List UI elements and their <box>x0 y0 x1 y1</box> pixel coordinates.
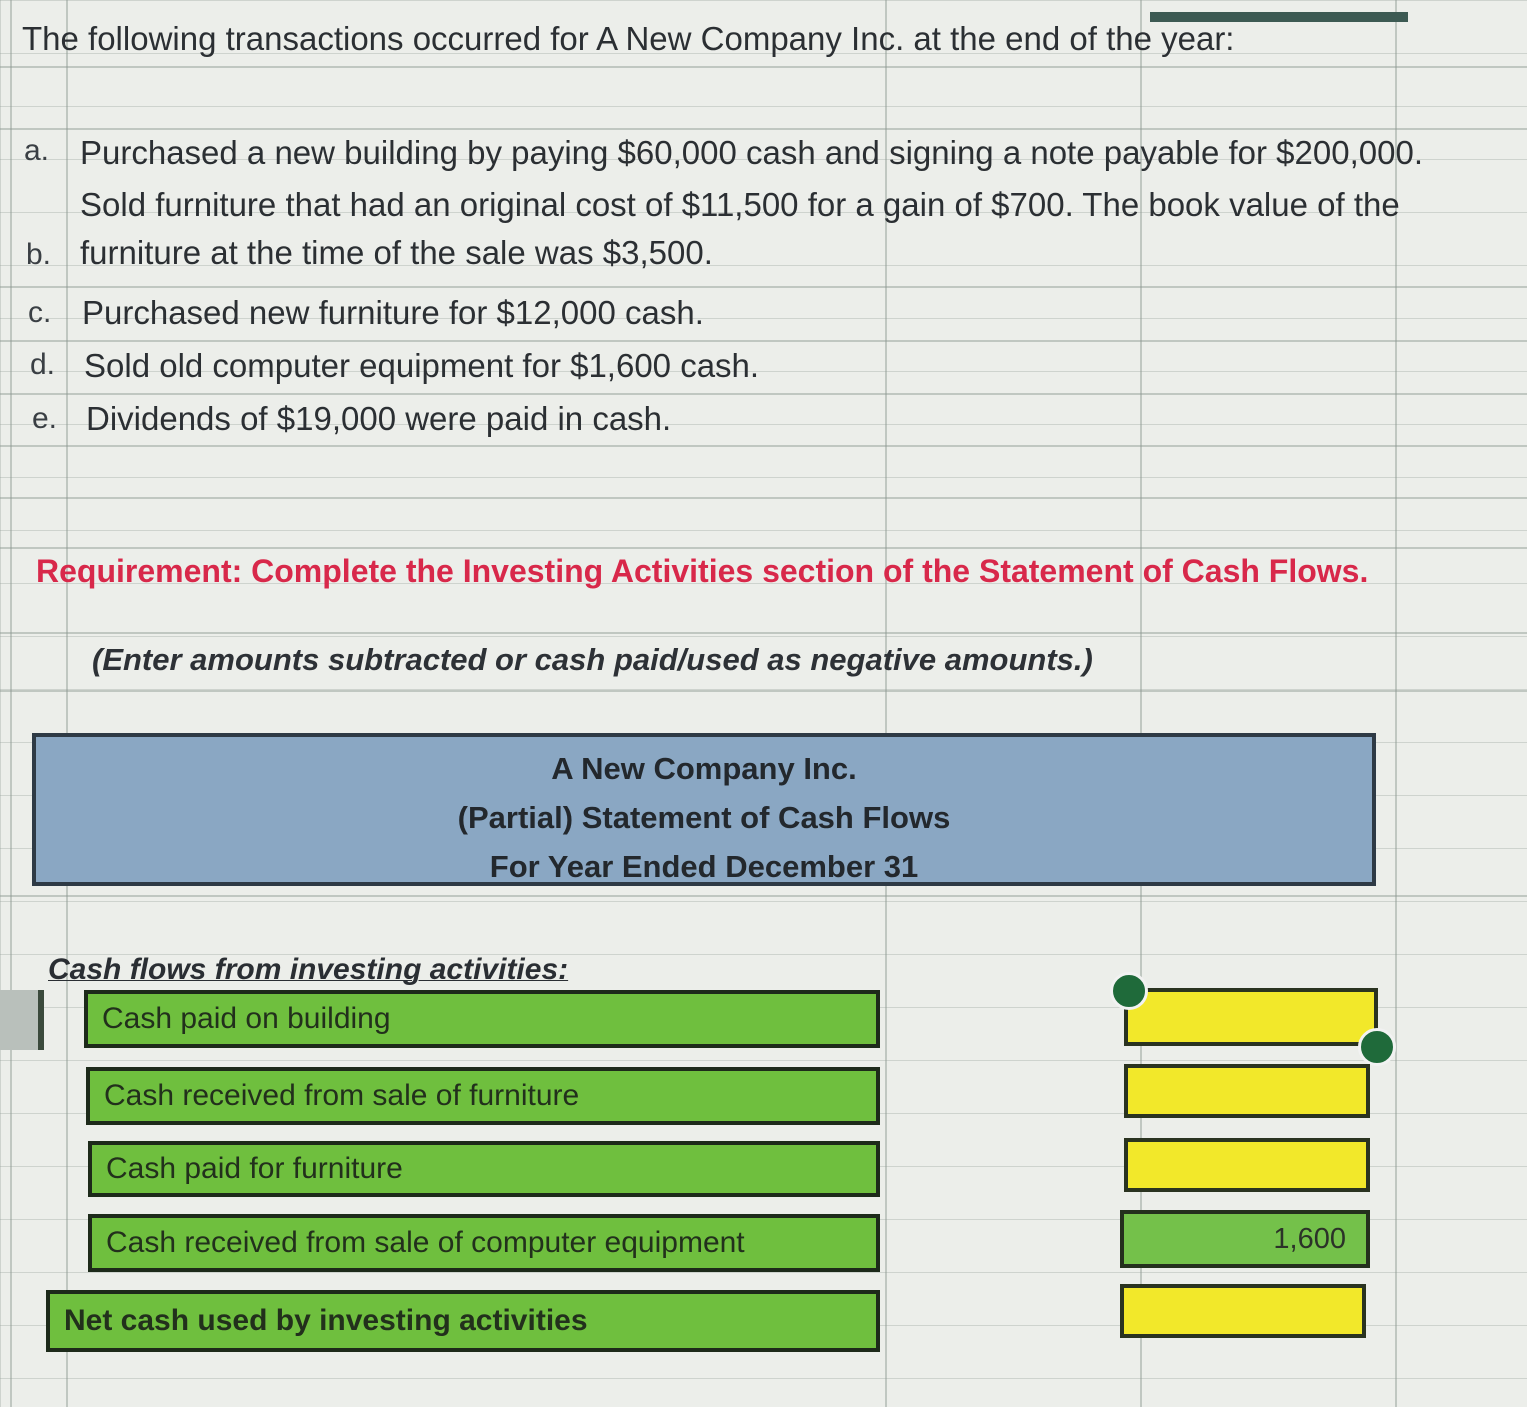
selection-handle-bottom-right[interactable] <box>1358 1028 1396 1066</box>
row-selection-indicator <box>0 990 44 1050</box>
column-gridline <box>10 0 12 1407</box>
row-label-cash-received-furniture: Cash received from sale of furniture <box>86 1067 880 1125</box>
cash-paid-building-input[interactable] <box>1124 988 1378 1046</box>
transaction-a-text: Purchased a new building by paying $60,000 cash and signing a note payable for $200,000. <box>80 134 1423 171</box>
row-gridline <box>0 690 1527 692</box>
row-gridline <box>0 632 1527 634</box>
transaction-letter-a: a. <box>24 134 50 167</box>
row-gridline <box>0 445 1527 447</box>
transaction-letter-d: d. <box>30 348 56 381</box>
transaction-b-text-line2: furniture at the time of the sale was $3,500. <box>80 234 713 271</box>
row-label-cash-paid-furniture: Cash paid for furniture <box>88 1141 880 1197</box>
instruction-text: (Enter amounts subtracted or cash paid/used as negative amounts.) <box>92 642 1093 677</box>
row-gridline <box>0 895 1527 897</box>
selection-handle-top-left[interactable] <box>1110 972 1148 1010</box>
row-label-net-cash-investing: Net cash used by investing activities <box>46 1290 880 1352</box>
row-gridline <box>0 66 1527 68</box>
column-gridline <box>66 0 68 1407</box>
company-name: A New Company Inc. <box>551 751 857 786</box>
row-label-cash-paid-building: Cash paid on building <box>84 990 880 1048</box>
cash-received-computer-value: 1,600 <box>1120 1210 1370 1268</box>
transaction-c-text: Purchased new furniture for $12,000 cash. <box>82 294 704 331</box>
statement-title: (Partial) Statement of Cash Flows <box>457 800 951 835</box>
transaction-e-text: Dividends of $19,000 were paid in cash. <box>86 400 672 437</box>
investing-section-title: Cash flows from investing activities: <box>48 953 569 986</box>
transaction-letter-c: c. <box>28 296 52 329</box>
row-label-cash-received-computer: Cash received from sale of computer equipment <box>88 1214 880 1272</box>
statement-period: For Year Ended December 31 <box>489 849 919 884</box>
row-gridline <box>0 128 1527 130</box>
transaction-b-text-line1: Sold furniture that had an original cost of $11,500 for a gain of $700. The book value of the <box>80 186 1400 223</box>
row-gridline <box>0 497 1527 499</box>
transaction-letter-b: b. <box>26 238 52 271</box>
cash-received-furniture-input[interactable] <box>1124 1064 1370 1118</box>
transaction-letter-e: e. <box>32 402 58 435</box>
row-gridline <box>0 393 1527 395</box>
row-gridline <box>0 340 1527 342</box>
statement-header <box>32 733 1376 886</box>
net-cash-investing-input[interactable] <box>1120 1284 1366 1338</box>
transaction-d-text: Sold old computer equipment for $1,600 cash. <box>84 347 760 384</box>
intro-text: The following transactions occurred for A New Company Inc. at the end of the year: <box>22 20 1235 57</box>
cash-paid-furniture-input[interactable] <box>1124 1138 1370 1192</box>
row-gridline <box>0 286 1527 288</box>
requirement-text: Requirement: Complete the Investing Activities section of the Statement of Cash Flows. <box>36 553 1369 589</box>
row-gridline <box>0 547 1527 549</box>
